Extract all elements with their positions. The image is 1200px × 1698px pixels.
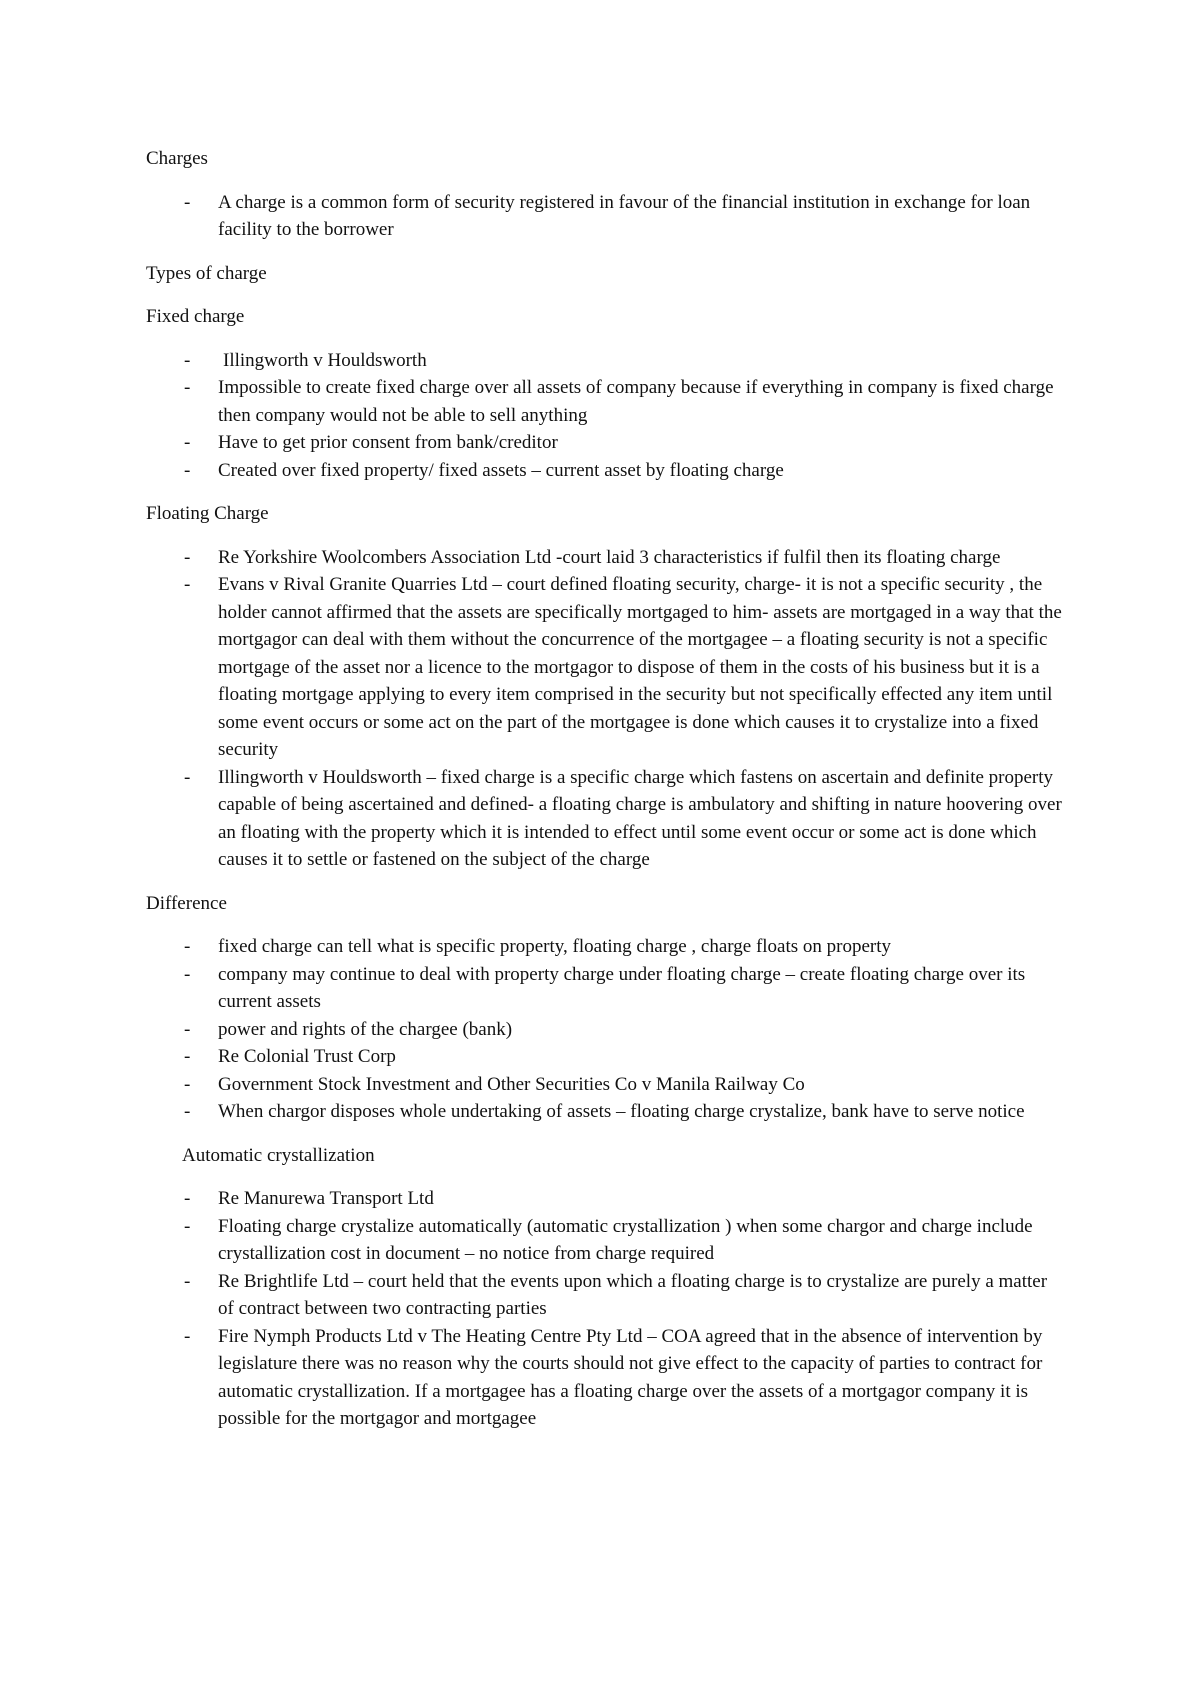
list-item: - Re Manurewa Transport Ltd <box>146 1185 1066 1213</box>
list-item: - Re Colonial Trust Corp <box>146 1043 1066 1071</box>
list-item: - company may continue to deal with property charge under floating charge – create floating charge over its current assets <box>146 961 1066 1016</box>
list-item: - Created over fixed property/ fixed assets – current asset by floating charge <box>146 457 1066 485</box>
list-item-text: Illingworth v Houldsworth <box>223 349 427 371</box>
list-item <box>146 347 1066 375</box>
heading-types-of-charge: Types of charge <box>146 262 267 284</box>
heading-automatic-crystallization: Automatic crystallization <box>182 1144 375 1166</box>
list-item: - Impossible to create fixed charge over all assets of company because if everything in company is fixed charge then company would not be able to sell anything <box>146 374 1066 429</box>
list-item: - Re Yorkshire Woolcombers Association Ltd -court laid 3 characteristics if fulfil then its floating charge <box>146 544 1066 572</box>
list-item: - Floating charge crystalize automatically (automatic crystallization ) when some chargor and charge include crystallization cost in document – no notice from charge required <box>146 1213 1066 1268</box>
list-item: - Government Stock Investment and Other Securities Co v Manila Railway Co <box>146 1071 1066 1099</box>
heading-difference: Difference <box>146 892 227 914</box>
heading-fixed-charge: Fixed charge <box>146 306 245 327</box>
floating-charge-list <box>146 544 1066 874</box>
document-body <box>146 145 1066 1449</box>
heading-floating-charge: Floating Charge <box>146 503 269 524</box>
list-item: - Illingworth v Houldsworth – fixed charge is a specific charge which fastens on ascertain and definite property capable of being ascertained and defined- a floating charge is ambulatory and shifting in nature hoovering over an floating with the property which it is intended to effect until some event occur or some act is done which causes it to settle or fastened on the subject of the charge <box>146 764 1066 874</box>
heading-charges: Charges <box>146 148 208 169</box>
charges-list <box>146 189 1066 244</box>
list-item: - When chargor disposes whole undertaking of assets – floating charge crystalize, bank have to serve notice <box>146 1098 1066 1126</box>
fixed-charge-list <box>146 347 1066 485</box>
list-item: - Fire Nymph Products Ltd v The Heating Centre Pty Ltd – COA agreed that in the absence of intervention by legislature there was no reason why the courts should not give effect to the capacity of parties to contract for automatic crystallization. If a mortgagee has a floating charge over the assets of a mortgagor company it is possible for the mortgagor and mortgagee <box>146 1323 1066 1433</box>
list-item: - Re Brightlife Ltd – court held that the events upon which a floating charge is to crystalize are purely a matter of contract between two contracting parties <box>146 1268 1066 1323</box>
list-item: - Have to get prior consent from bank/creditor <box>146 429 1066 457</box>
difference-list <box>146 933 1066 1126</box>
list-item: - A charge is a common form of security registered in favour of the financial institution in exchange for loan facility to the borrower <box>146 189 1066 244</box>
list-item: - power and rights of the chargee (bank) <box>146 1016 1066 1044</box>
list-item: - fixed charge can tell what is specific property, floating charge , charge floats on property <box>146 933 1066 961</box>
list-item: - Evans v Rival Granite Quarries Ltd – court defined floating security, charge- it is not a specific security , the holder cannot affirmed that the assets are specifically mortgaged to him- assets are mortgaged in a way that the mortgagor can deal with them without the concurrence of the mortgagee – a floating security is not a specific mortgage of the asset nor a licence to the mortgagor to dispose of them in the costs of his business but it is a floating mortgage applying to every item comprised in the security but not specifically effected any item until some event occurs or some act on the part of the mortgagee is done which causes it to crystalize into a fixed security <box>146 571 1066 764</box>
automatic-crystallization-list <box>146 1185 1066 1433</box>
